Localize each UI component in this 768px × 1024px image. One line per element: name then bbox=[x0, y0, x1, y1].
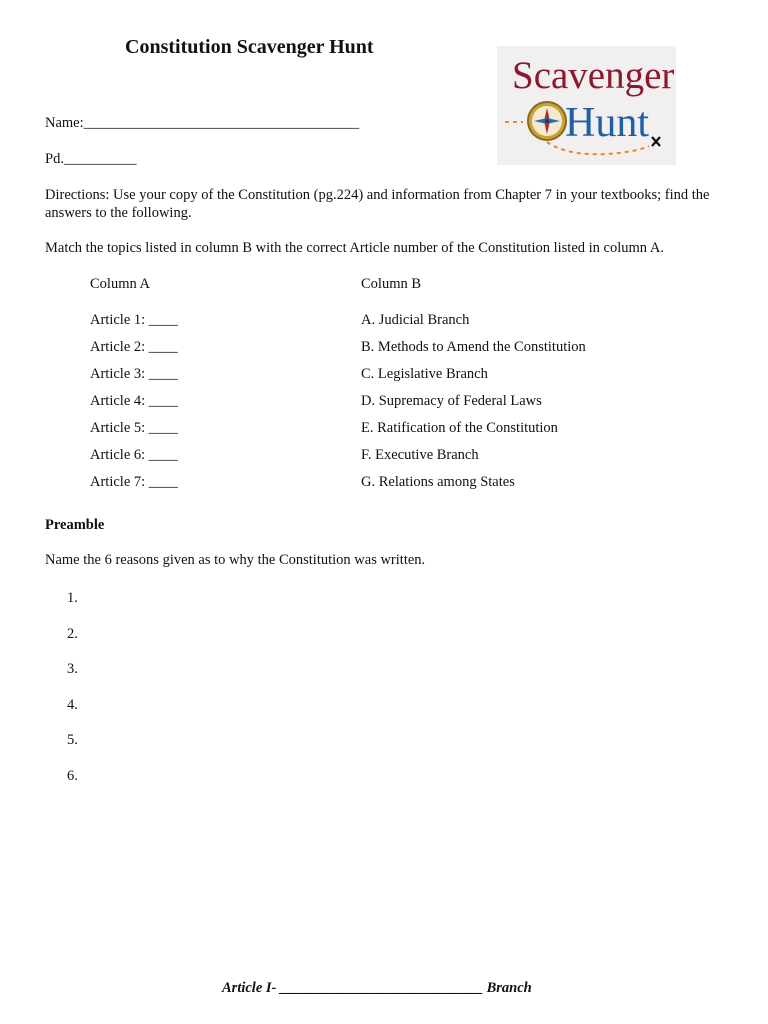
topic-item: B. Methods to Amend the Constitution bbox=[361, 339, 586, 355]
article-item: Article 3: ____ bbox=[90, 366, 178, 382]
footer-article-heading: Article I- ____________________________ Branch bbox=[222, 980, 532, 996]
list-item: 1. bbox=[67, 590, 78, 606]
name-field-label: Name:______________________________________ bbox=[45, 115, 360, 131]
column-a-list bbox=[90, 311, 178, 500]
period-field-label: Pd.__________ bbox=[45, 151, 137, 167]
topic-item: E. Ratification of the Constitution bbox=[361, 420, 558, 436]
column-a-header: Column A bbox=[90, 276, 151, 292]
scavenger-hunt-logo bbox=[497, 46, 676, 165]
list-item: 6. bbox=[67, 767, 78, 784]
article-item: Article 1: ____ bbox=[90, 312, 178, 328]
directions-text: Directions: Use your copy of the Constitution (pg.224) and information from Chapter 7 in your textbooks; find the answers to the following. bbox=[45, 187, 710, 221]
list-item: 5. bbox=[67, 732, 78, 748]
x-mark-icon bbox=[652, 137, 660, 146]
topic-item: F. Executive Branch bbox=[361, 447, 479, 463]
topic-item: A. Judicial Branch bbox=[361, 312, 470, 328]
article-item: Article 4: ____ bbox=[90, 393, 178, 409]
column-b-list bbox=[361, 311, 586, 500]
match-instructions: Match the topics listed in column B with the correct Article number of the Constitution listed in column A. bbox=[45, 240, 664, 256]
page-title: Constitution Scavenger Hunt bbox=[125, 36, 374, 58]
list-item: 3. bbox=[67, 661, 78, 677]
preamble-heading: Preamble bbox=[45, 517, 105, 533]
article-item: Article 6: ____ bbox=[90, 447, 178, 463]
column-b-header: Column B bbox=[361, 276, 422, 292]
logo-word-hunt: Hunt bbox=[565, 100, 649, 146]
preamble-question: Name the 6 reasons given as to why the Constitution was written. bbox=[45, 552, 426, 568]
topic-item: G. Relations among States bbox=[361, 474, 515, 490]
logo-word-scavenger: Scavenger bbox=[512, 54, 675, 97]
article-item: Article 2: ____ bbox=[90, 339, 178, 355]
topic-item: D. Supremacy of Federal Laws bbox=[361, 393, 542, 409]
list-item: 2. bbox=[67, 625, 78, 642]
list-item: 4. bbox=[67, 696, 78, 713]
topic-item: C. Legislative Branch bbox=[361, 366, 488, 382]
article-item: Article 5: ____ bbox=[90, 420, 178, 436]
compass-icon bbox=[528, 102, 566, 140]
reasons-list bbox=[67, 589, 78, 802]
article-item: Article 7: ____ bbox=[90, 474, 178, 490]
